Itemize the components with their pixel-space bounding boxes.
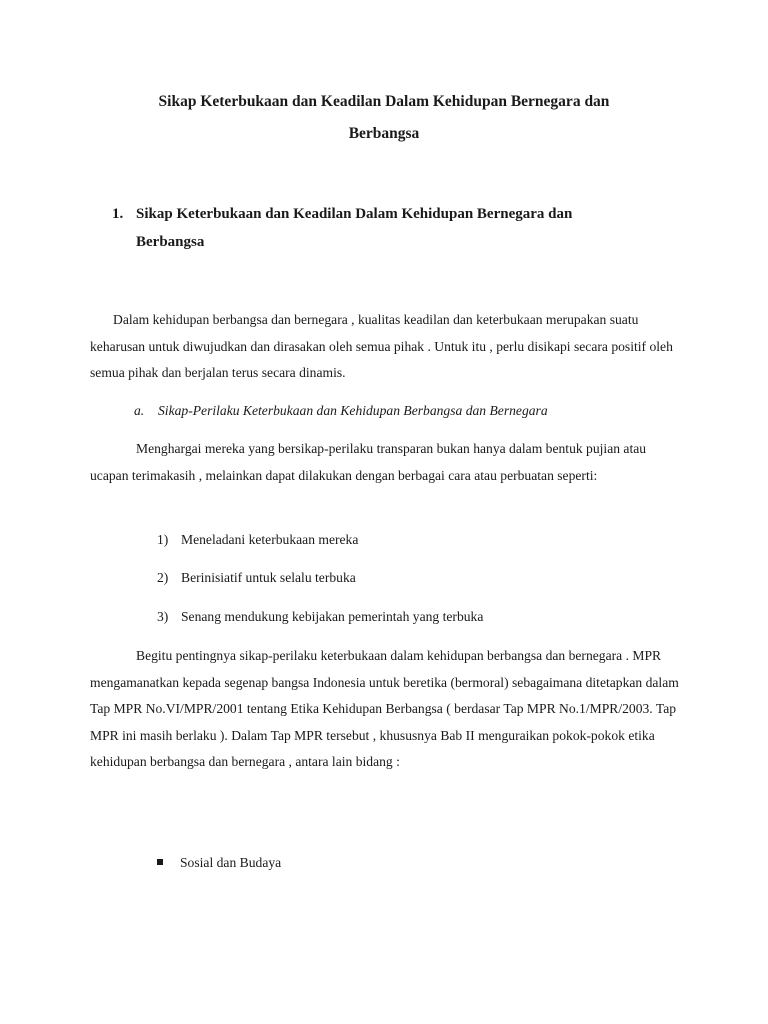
section-heading-text (136, 200, 656, 256)
list-item-text: Meneladani keterbukaan mereka (181, 532, 359, 547)
list-item (157, 604, 483, 630)
title-line-2: Berbangsa (348, 125, 420, 142)
subsection-marker: a. (134, 403, 145, 418)
list-item-text: Senang mendukung kebijakan pemerintah yang terbuka (181, 609, 484, 624)
body-paragraph: Menghargai mereka yang bersikap-perilaku transparan bukan hanya dalam bentuk pujian atau ucapan terimakasih , melainkan dapat dilakukan dengan berbagai cara atau perbuatan seperti: (90, 441, 647, 483)
bullet-item-text: Sosial dan Budaya (180, 855, 282, 870)
list-marker: 2) (157, 570, 169, 585)
subsection-heading-text: Sikap-Perilaku Keterbukaan dan Kehidupan Berbangsa dan Bernegara (158, 403, 548, 418)
bullet-list-item (157, 850, 281, 876)
intro-paragraph: Dalam kehidupan berbangsa dan bernegara , kualitas keadilan dan keterbukaan merupakan suatu keharusan untuk diwujudkan dan dirasakan oleh semua pihak . Untuk itu , perlu disikapi secara positif oleh semua pihak dan berjalan terus secara dinamis. (90, 312, 673, 380)
list-item (157, 565, 356, 591)
section-heading-line-1: Sikap Keterbukaan dan Keadilan Dalam Kehidupan Bernegara dan (136, 206, 573, 222)
title-line-1: Sikap Keterbukaan dan Keadilan Dalam Kehidupan Bernegara dan (158, 93, 610, 110)
list-marker: 3) (157, 609, 169, 624)
subsection-heading (134, 398, 548, 424)
list-marker: 1) (157, 532, 169, 547)
square-bullet-icon (157, 859, 163, 865)
document-title (80, 86, 688, 150)
section-heading-line-2: Berbangsa (136, 234, 205, 250)
body-paragraph-mpr: Begitu pentingnya sikap-perilaku keterbukaan dalam kehidupan berbangsa dan bernegara . MPR mengamanatkan kepada segenap bangsa Indonesia untuk beretika (bermoral) sebagaimana ditetapkan dalam Tap MPR No.VI/MPR/2001 tentang Etika Kehidupan Berbangsa ( berdasar Tap MPR No.1/MPR/2003. Tap MPR ini masih berlaku ). Dalam Tap MPR tersebut , khususnya Bab II menguraikan pokok-pokok etika kehidupan berbangsa dan bernegara , antara lain bidang : (90, 648, 679, 769)
section-number: 1. (112, 206, 124, 222)
list-item-text: Berinisiatif untuk selalu terbuka (181, 570, 356, 585)
list-item (157, 527, 358, 553)
